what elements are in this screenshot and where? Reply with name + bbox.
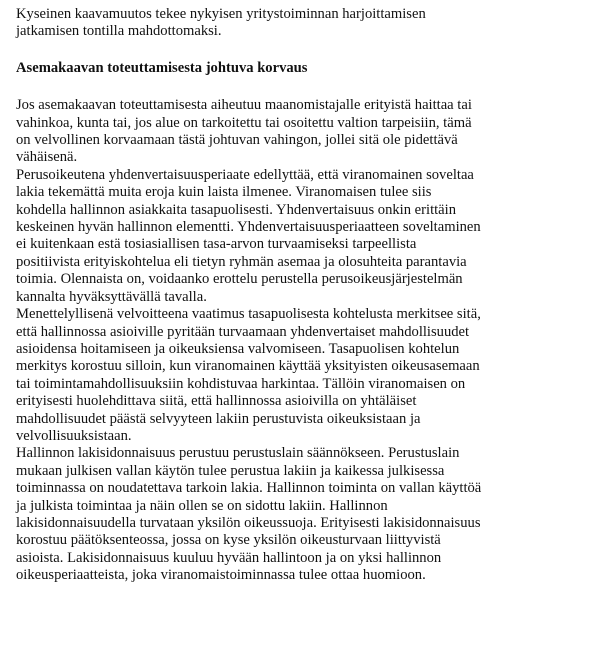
text-line: mukaan julkisen vallan käytön tulee perustua lakiin ja kaikessa julkisessa [16, 462, 445, 479]
text-line: asioista. Lakisidonnaisuus kuuluu hyvään hallintoon ja on yksi hallinnon [16, 549, 442, 566]
text-line: korostuu päätöksenteossa, jossa on kyse yksilön oikeusturvaan liittyvistä [16, 532, 441, 549]
text-line: lakisidonnaisuudella turvataan yksilön oikeussuoja. Erityisesti lakisidonnaisuus [16, 514, 481, 531]
text-line: Menettelyllisenä velvoitteena vaatimus tasapuolisesta kohtelusta merkitsee sitä, [16, 306, 481, 323]
text-line: lakia tekemättä muita eroja kuin laista ilmenee. Viranomaisen tulee siis [16, 184, 432, 201]
document-page [16, 6, 586, 585]
text-line: velvollisuuksistaan. [16, 427, 132, 444]
text-line: vahinkoa, kunta tai, jos alue on tarkoitettu tai osoitettu valtion tarpeisiin, tämä [16, 114, 472, 131]
text-line: Perusoikeutena yhdenvertaisuusperiaate edellyttää, että viranomainen soveltaa [16, 166, 474, 183]
paragraph-compensation [16, 97, 586, 167]
intro-paragraph [16, 6, 586, 41]
text-line: merkitys korostuu silloin, kun viranomainen käyttää yksityisten oikeusasemaan [16, 358, 480, 375]
text-line: erityisesti huolehdittava siitä, että hallinnossa asioivilla on yhtäläiset [16, 393, 417, 410]
text-line: tai toimintamahdollisuuksiin kohdistuvaa harkintaa. Tällöin viranomaisen on [16, 375, 466, 392]
text-line: Kyseinen kaavamuutos tekee nykyisen yritystoiminnan harjoittamisen [16, 6, 426, 22]
text-line: keskeinen hyvän hallinnon elementti. Yhdenvertaisuusperiaatteen soveltaminen [16, 219, 481, 236]
section-heading: Asemakaavan toteuttamisesta johtuva korvaus [16, 59, 308, 76]
text-line: mahdollisuudet päästä selvyyteen lakiin perustuvista oikeuksistaan ja [16, 410, 421, 427]
text-line: oikeusperiaatteista, joka viranomaistoiminnassa tulee ottaa huomioon. [16, 567, 426, 584]
text-line: ei kuitenkaan estä tosiasiallisen tasa-arvon turvaamiseksi tarpeellista [16, 236, 417, 253]
text-line: vähäisenä. [16, 149, 78, 166]
text-line: kohdella hallinnon asiakkaita tasapuolisesti. Yhdenvertaisuus onkin erittäin [16, 201, 457, 218]
text-line: Hallinnon lakisidonnaisuus perustuu perustuslain säännökseen. Perustuslain [16, 445, 460, 462]
text-line: toimia. Olennaista on, voidaanko erottelu perustella perusoikeusjärjestelmän [16, 271, 463, 288]
text-line: jatkamisen tontilla mahdottomaksi. [16, 23, 222, 40]
text-line: on velvollinen korvaamaan tästä johtuvan vahingon, jollei sitä ole pidettävä [16, 132, 458, 149]
text-line: asioidensa hoitamiseen ja oikeuksiensa valvomiseen. Tasapuolisen kohtelun [16, 340, 460, 357]
text-line: toiminnassa on noudatettava tarkoin lakia. Hallinnon toiminta on vallan käyttöä [16, 480, 482, 497]
paragraph-procedural-obligation [16, 306, 586, 445]
text-line: positiivista erityiskohtelua eli tietyn ryhmän asemaa ja olosuhteita parantavia [16, 253, 467, 270]
text-line: Jos asemakaavan toteuttamisesta aiheutuu maanomistajalle erityistä haittaa tai [16, 97, 472, 114]
text-line: ja julkista toimintaa ja näin ollen se on sidottu lakiin. Hallinnon [16, 497, 388, 514]
text-line: että hallinnossa asioiville pyritään turvaamaan yhdenvertaiset mahdollisuudet [16, 323, 470, 340]
text-line: kannalta hyväksyttävällä tavalla. [16, 288, 207, 305]
paragraph-legality [16, 445, 586, 584]
paragraph-equality [16, 167, 586, 306]
